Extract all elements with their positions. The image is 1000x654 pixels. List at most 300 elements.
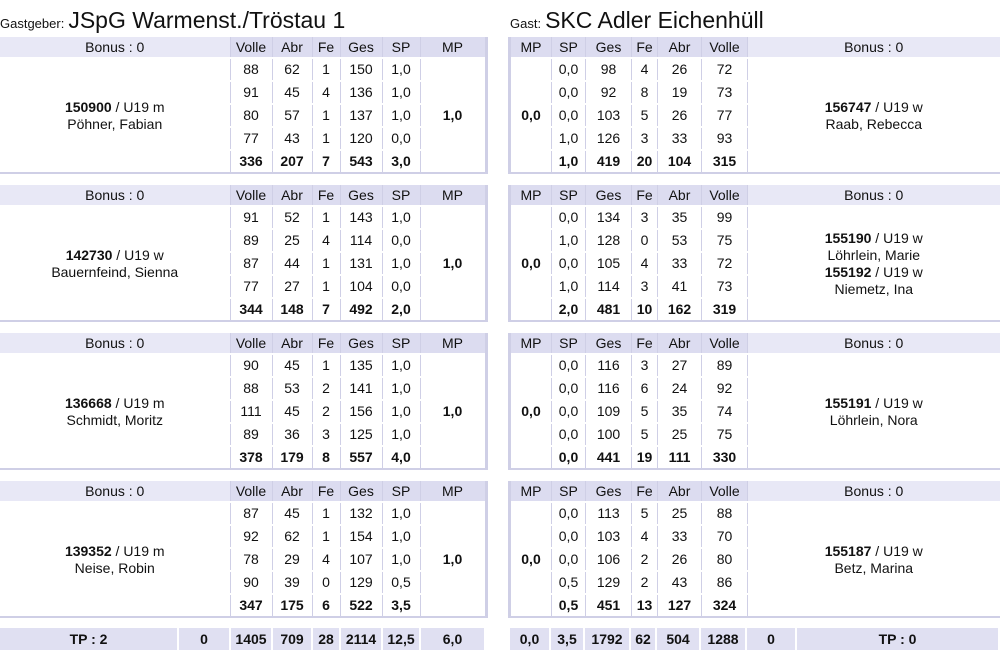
column-header: Ges [586, 481, 632, 502]
guest-player-cell [748, 206, 1000, 321]
sum-cell: 148 [272, 298, 312, 321]
player-name: Schmidt, Moritz [66, 411, 163, 428]
guest-player-cell [748, 58, 1000, 173]
score-cell: 0,0 [552, 377, 586, 400]
bonus-header: Bonus : 0 [0, 185, 230, 206]
player-id: 139352 [64, 542, 112, 559]
score-cell: 1 [312, 502, 340, 525]
sum-cell: 207 [272, 150, 312, 173]
score-cell: 80 [230, 104, 272, 127]
column-header: SP [382, 333, 420, 354]
score-cell: 2 [632, 548, 658, 571]
score-cell: 88 [702, 502, 748, 525]
score-cell: 33 [658, 525, 702, 548]
score-cell: 1,0 [382, 423, 420, 446]
player-name: Löhrlein, Marie [827, 246, 921, 263]
score-cell: 0,0 [382, 229, 420, 252]
score-cell: 86 [702, 571, 748, 594]
column-header: Ges [586, 37, 632, 58]
column-header: SP [552, 37, 586, 58]
column-header: SP [552, 481, 586, 502]
sum-cell: 127 [658, 594, 702, 617]
guest-match-table [508, 185, 1000, 322]
player-name: Löhrlein, Nora [829, 411, 918, 428]
score-cell: 1,0 [382, 206, 420, 229]
column-header: Ges [340, 333, 382, 354]
column-header: MP [510, 481, 552, 502]
guest-match-table [508, 481, 1000, 618]
score-cell: 78 [230, 548, 272, 571]
column-header: Abr [658, 333, 702, 354]
guest-player-cell [748, 502, 1000, 617]
sum-cell: 481 [586, 298, 632, 321]
player-name: Niemetz, Ina [834, 280, 914, 297]
column-header: SP [382, 481, 420, 502]
score-cell: 62 [272, 525, 312, 548]
sum-cell: 441 [586, 446, 632, 469]
score-cell: 2 [312, 377, 340, 400]
home-total-ges: 2114 [340, 628, 382, 650]
score-cell: 6 [632, 377, 658, 400]
score-cell: 24 [658, 377, 702, 400]
score-cell: 0,0 [552, 354, 586, 377]
score-cell: 116 [586, 377, 632, 400]
sum-cell: 336 [230, 150, 272, 173]
score-cell: 45 [272, 354, 312, 377]
score-cell: 0,0 [552, 104, 586, 127]
guest-total-ges: 1792 [584, 628, 630, 650]
sum-cell: 6 [312, 594, 340, 617]
score-cell: 0,0 [552, 502, 586, 525]
column-header: Ges [340, 481, 382, 502]
score-cell: 104 [340, 275, 382, 298]
column-header: MP [420, 185, 486, 206]
column-header: Volle [230, 333, 272, 354]
score-cell: 1,0 [382, 502, 420, 525]
home-player-cell [0, 206, 230, 321]
score-cell: 4 [632, 525, 658, 548]
column-header: MP [420, 333, 486, 354]
score-cell: 156 [340, 400, 382, 423]
score-cell: 0,5 [382, 571, 420, 594]
score-cell: 5 [632, 104, 658, 127]
column-header: MP [510, 37, 552, 58]
column-header: MP [420, 37, 486, 58]
column-header: Ges [586, 185, 632, 206]
column-header: Fe [632, 185, 658, 206]
sum-cell: 1,0 [552, 150, 586, 173]
guest-team-header [510, 0, 764, 34]
home-mp-cell: 1,0 [420, 206, 486, 321]
guest-total-mp: 0,0 [510, 628, 550, 650]
score-cell: 3 [632, 275, 658, 298]
column-header: Ges [340, 37, 382, 58]
score-cell: 137 [340, 104, 382, 127]
score-cell: 1,0 [382, 354, 420, 377]
score-cell: 74 [702, 400, 748, 423]
score-cell: 62 [272, 58, 312, 81]
score-cell: 36 [272, 423, 312, 446]
score-cell: 0,0 [552, 400, 586, 423]
sum-cell: 20 [632, 150, 658, 173]
score-cell: 107 [340, 548, 382, 571]
home-player-cell [0, 502, 230, 617]
score-cell: 116 [586, 354, 632, 377]
column-header: MP [510, 185, 552, 206]
score-cell: 129 [586, 571, 632, 594]
score-cell: 93 [702, 127, 748, 150]
column-header: Abr [272, 333, 312, 354]
home-total-volle: 1405 [230, 628, 272, 650]
guest-mp-cell: 0,0 [510, 206, 552, 321]
player-category: / U19 w [871, 229, 923, 246]
score-cell: 0 [632, 229, 658, 252]
score-cell: 113 [586, 502, 632, 525]
sum-cell: 2,0 [552, 298, 586, 321]
column-header: Ges [586, 333, 632, 354]
sum-cell: 7 [312, 298, 340, 321]
column-header: Volle [702, 37, 748, 58]
score-cell: 150 [340, 58, 382, 81]
sum-cell: 162 [658, 298, 702, 321]
home-total-bonus: 0 [178, 628, 230, 650]
score-cell: 43 [272, 127, 312, 150]
score-cell: 0,0 [552, 548, 586, 571]
score-cell: 53 [272, 377, 312, 400]
score-cell: 1,0 [382, 58, 420, 81]
score-cell: 114 [586, 275, 632, 298]
score-cell: 87 [230, 502, 272, 525]
score-cell: 91 [230, 206, 272, 229]
score-cell: 103 [586, 525, 632, 548]
sum-cell: 557 [340, 446, 382, 469]
score-cell: 26 [658, 104, 702, 127]
column-header: Fe [312, 185, 340, 206]
home-match-table [0, 481, 488, 618]
score-cell: 92 [586, 81, 632, 104]
column-header: Volle [230, 37, 272, 58]
sum-cell: 315 [702, 150, 748, 173]
column-header: Fe [632, 481, 658, 502]
column-header: SP [382, 37, 420, 58]
score-cell: 89 [702, 354, 748, 377]
score-cell: 111 [230, 400, 272, 423]
score-cell: 5 [632, 423, 658, 446]
score-cell: 91 [230, 81, 272, 104]
score-cell: 26 [658, 58, 702, 81]
score-cell: 4 [312, 548, 340, 571]
player-id: 136668 [64, 394, 112, 411]
guest-mp-cell: 0,0 [510, 502, 552, 617]
score-cell: 70 [702, 525, 748, 548]
bonus-header: Bonus : 0 [748, 37, 1000, 58]
player-category: / U19 w [871, 263, 923, 280]
sum-cell: 419 [586, 150, 632, 173]
column-header: SP [552, 333, 586, 354]
score-cell: 45 [272, 81, 312, 104]
score-cell: 72 [702, 252, 748, 275]
score-cell: 0,5 [552, 571, 586, 594]
score-cell: 98 [586, 58, 632, 81]
player-category: / U19 w [871, 542, 923, 559]
player-category: / U19 w [871, 394, 923, 411]
guest-total-sp: 3,5 [550, 628, 584, 650]
score-cell: 1 [312, 58, 340, 81]
player-id: 155187 [824, 542, 872, 559]
score-cell: 1,0 [382, 548, 420, 571]
score-cell: 27 [272, 275, 312, 298]
player-id: 156747 [824, 98, 872, 115]
column-header: Abr [658, 185, 702, 206]
home-team-header [0, 0, 345, 34]
score-cell: 35 [658, 400, 702, 423]
sum-cell: 175 [272, 594, 312, 617]
score-cell: 1,0 [382, 525, 420, 548]
score-cell: 154 [340, 525, 382, 548]
sum-cell: 2,0 [382, 298, 420, 321]
sum-cell: 3,5 [382, 594, 420, 617]
score-cell: 1,0 [382, 400, 420, 423]
home-total-abr: 709 [272, 628, 312, 650]
sum-cell: 7 [312, 150, 340, 173]
column-header: Abr [658, 37, 702, 58]
sum-cell: 179 [272, 446, 312, 469]
score-cell: 19 [658, 81, 702, 104]
guest-label: Gast: [510, 16, 542, 31]
column-header: Volle [702, 481, 748, 502]
score-cell: 0 [312, 571, 340, 594]
score-cell: 1 [312, 354, 340, 377]
score-cell: 87 [230, 252, 272, 275]
score-cell: 25 [658, 502, 702, 525]
score-cell: 45 [272, 502, 312, 525]
score-cell: 35 [658, 206, 702, 229]
home-mp-cell: 1,0 [420, 502, 486, 617]
score-cell: 33 [658, 252, 702, 275]
score-cell: 5 [632, 400, 658, 423]
player-id: 155192 [824, 263, 872, 280]
score-cell: 0,0 [552, 206, 586, 229]
column-header: MP [420, 481, 486, 502]
column-header: Fe [312, 37, 340, 58]
score-cell: 33 [658, 127, 702, 150]
score-cell: 0,0 [552, 252, 586, 275]
score-cell: 89 [230, 229, 272, 252]
score-cell: 141 [340, 377, 382, 400]
score-cell: 89 [230, 423, 272, 446]
score-cell: 45 [272, 400, 312, 423]
score-cell: 2 [312, 400, 340, 423]
score-cell: 129 [340, 571, 382, 594]
score-cell: 4 [632, 252, 658, 275]
score-cell: 132 [340, 502, 382, 525]
player-name: Bauernfeind, Sienna [51, 263, 179, 280]
score-cell: 29 [272, 548, 312, 571]
guest-total-volle: 1288 [700, 628, 746, 650]
guest-team-name: SKC Adler Eichenhüll [545, 7, 764, 33]
bonus-header: Bonus : 0 [748, 185, 1000, 206]
score-cell: 136 [340, 81, 382, 104]
player-id: 155190 [824, 229, 872, 246]
column-header: Abr [272, 481, 312, 502]
home-team-name: JSpG Warmenst./Tröstau 1 [68, 7, 346, 33]
player-category: / U19 m [111, 98, 165, 115]
bonus-header: Bonus : 0 [0, 333, 230, 354]
sum-cell: 4,0 [382, 446, 420, 469]
column-header: Fe [632, 37, 658, 58]
score-cell: 126 [586, 127, 632, 150]
player-category: / U19 w [112, 246, 164, 263]
sum-cell: 104 [658, 150, 702, 173]
sum-cell: 378 [230, 446, 272, 469]
bonus-header: Bonus : 0 [748, 333, 1000, 354]
score-cell: 135 [340, 354, 382, 377]
sum-cell: 543 [340, 150, 382, 173]
sum-cell: 344 [230, 298, 272, 321]
score-cell: 90 [230, 354, 272, 377]
guest-total-tp: TP : 0 [796, 628, 998, 650]
score-cell: 4 [632, 58, 658, 81]
score-cell: 44 [272, 252, 312, 275]
score-cell: 1 [312, 206, 340, 229]
sum-cell: 0,0 [552, 446, 586, 469]
sum-cell: 319 [702, 298, 748, 321]
score-cell: 1,0 [382, 377, 420, 400]
sum-cell: 13 [632, 594, 658, 617]
sum-cell: 347 [230, 594, 272, 617]
sum-cell: 111 [658, 446, 702, 469]
guest-player-cell [748, 354, 1000, 469]
score-cell: 2 [632, 571, 658, 594]
player-category: / U19 m [111, 542, 165, 559]
score-cell: 3 [312, 423, 340, 446]
column-header: Abr [272, 185, 312, 206]
sum-cell: 0,5 [552, 594, 586, 617]
score-cell: 92 [230, 525, 272, 548]
player-category: / U19 m [111, 394, 165, 411]
score-cell: 43 [658, 571, 702, 594]
score-cell: 4 [312, 81, 340, 104]
bonus-header: Bonus : 0 [748, 481, 1000, 502]
score-cell: 27 [658, 354, 702, 377]
score-cell: 77 [230, 275, 272, 298]
score-cell: 99 [702, 206, 748, 229]
score-cell: 103 [586, 104, 632, 127]
score-cell: 120 [340, 127, 382, 150]
home-total-sp: 12,5 [382, 628, 420, 650]
score-cell: 1,0 [552, 229, 586, 252]
guest-mp-cell: 0,0 [510, 354, 552, 469]
home-player-cell [0, 58, 230, 173]
sum-cell: 19 [632, 446, 658, 469]
score-cell: 75 [702, 423, 748, 446]
sum-cell: 451 [586, 594, 632, 617]
home-player-cell [0, 354, 230, 469]
guest-total-bonus: 0 [746, 628, 796, 650]
score-cell: 72 [702, 58, 748, 81]
bonus-header: Bonus : 0 [0, 37, 230, 58]
column-header: Volle [230, 481, 272, 502]
player-name: Pöhner, Fabian [67, 115, 163, 132]
column-header: Fe [312, 333, 340, 354]
score-cell: 41 [658, 275, 702, 298]
score-cell: 3 [632, 354, 658, 377]
player-category: / U19 w [871, 98, 923, 115]
column-header: Volle [702, 185, 748, 206]
score-cell: 125 [340, 423, 382, 446]
score-cell: 80 [702, 548, 748, 571]
score-cell: 114 [340, 229, 382, 252]
score-cell: 26 [658, 548, 702, 571]
score-cell: 3 [632, 127, 658, 150]
score-cell: 1,0 [552, 275, 586, 298]
score-cell: 0,0 [382, 275, 420, 298]
score-cell: 90 [230, 571, 272, 594]
column-header: MP [510, 333, 552, 354]
score-cell: 77 [230, 127, 272, 150]
column-header: SP [382, 185, 420, 206]
score-cell: 1,0 [382, 104, 420, 127]
player-id: 150900 [64, 98, 112, 115]
guest-match-table [508, 333, 1000, 470]
score-cell: 0,0 [552, 423, 586, 446]
column-header: SP [552, 185, 586, 206]
sum-cell: 3,0 [382, 150, 420, 173]
column-header: Fe [632, 333, 658, 354]
score-cell: 1,0 [382, 252, 420, 275]
column-header: Volle [230, 185, 272, 206]
score-cell: 92 [702, 377, 748, 400]
guest-totals [510, 628, 998, 650]
score-cell: 105 [586, 252, 632, 275]
home-label: Gastgeber: [0, 16, 65, 31]
score-cell: 106 [586, 548, 632, 571]
home-match-table [0, 333, 488, 470]
bonus-header: Bonus : 0 [0, 481, 230, 502]
score-cell: 0,0 [552, 81, 586, 104]
score-cell: 57 [272, 104, 312, 127]
score-cell: 3 [632, 206, 658, 229]
home-match-table [0, 185, 488, 322]
score-cell: 88 [230, 377, 272, 400]
score-cell: 4 [312, 229, 340, 252]
sum-cell: 324 [702, 594, 748, 617]
column-header: Abr [272, 37, 312, 58]
sum-cell: 8 [312, 446, 340, 469]
player-name: Raab, Rebecca [825, 115, 922, 132]
score-cell: 0,0 [552, 58, 586, 81]
score-cell: 1 [312, 127, 340, 150]
guest-mp-cell: 0,0 [510, 58, 552, 173]
score-cell: 134 [586, 206, 632, 229]
score-cell: 25 [658, 423, 702, 446]
home-total-mp: 6,0 [420, 628, 484, 650]
score-cell: 39 [272, 571, 312, 594]
home-totals [0, 628, 484, 650]
player-id: 155191 [824, 394, 872, 411]
score-cell: 53 [658, 229, 702, 252]
home-total-tp: TP : 2 [0, 628, 178, 650]
score-cell: 1 [312, 275, 340, 298]
home-mp-cell: 1,0 [420, 354, 486, 469]
guest-total-abr: 504 [656, 628, 700, 650]
score-cell: 0,0 [382, 127, 420, 150]
score-cell: 75 [702, 229, 748, 252]
score-cell: 52 [272, 206, 312, 229]
column-header: Abr [658, 481, 702, 502]
score-cell: 5 [632, 502, 658, 525]
score-cell: 1,0 [382, 81, 420, 104]
